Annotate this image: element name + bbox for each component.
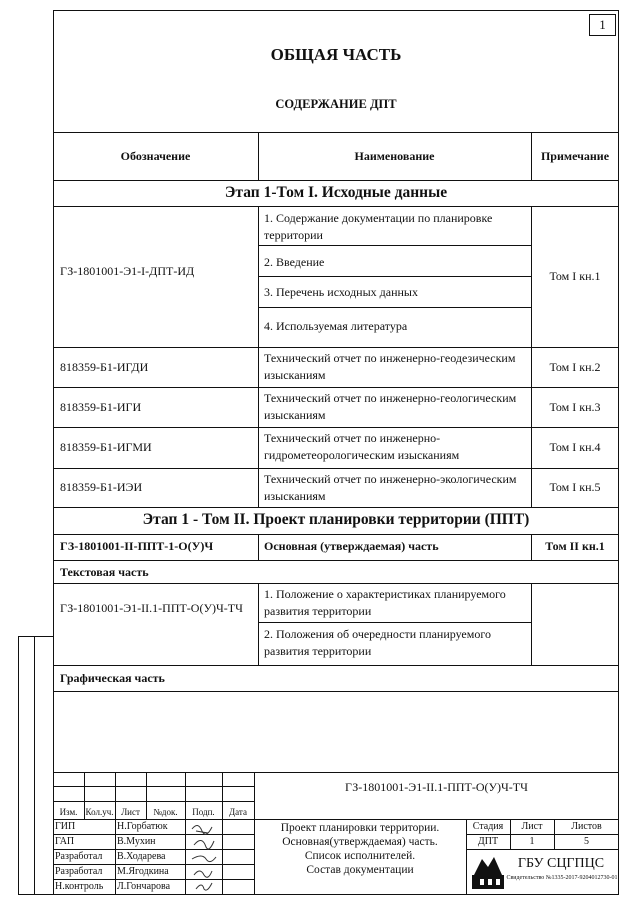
vol1-code: ГЗ-1801001-Э1-I-ДПТ-ИД — [60, 264, 195, 278]
vol1-note: Том I кн.1 — [549, 269, 601, 283]
person-name: М.Ягодкина — [117, 866, 169, 877]
vol1-item-1: 1. Содержание документации по планировке территории — [264, 211, 493, 242]
person-name: Н.Горбатюк — [117, 821, 168, 832]
report-name: Технический отчет по инженерно-гидрометеорологическим изысканиям — [264, 431, 460, 462]
col-label: Изм. — [59, 807, 78, 817]
sheets-label: Листов — [571, 821, 602, 832]
description-line: Основная(утверждаемая) часть. — [282, 836, 438, 848]
description-line: Список исполнителей. — [304, 850, 416, 862]
person-role: Разработал — [55, 866, 103, 877]
person-name: В.Ходарева — [117, 851, 166, 862]
vol2-main-note: Том II кн.1 — [545, 539, 605, 553]
report-code: 818359-Б1-ИГМИ — [60, 440, 152, 454]
person-role: Н.контроль — [55, 881, 104, 892]
report-name: Технический отчет по инженерно-экологическим изысканиям — [264, 472, 517, 503]
report-note: Том I кн.4 — [549, 440, 601, 454]
vol1-item-2: 2. Введение — [264, 255, 325, 269]
description-line: Состав документации — [306, 864, 414, 876]
col-label: Подп. — [192, 807, 215, 817]
person-role: ГАП — [55, 836, 75, 847]
org-name: ГБУ СЦГПЦС — [517, 856, 605, 871]
vol1-item-4: 4. Используемая литература — [264, 319, 408, 333]
stage-value: ДПТ — [477, 836, 499, 847]
header-name: Наименование — [354, 149, 435, 163]
sheet-label: Лист — [521, 821, 543, 832]
col-label: №док. — [153, 807, 178, 817]
person-name: Л.Гончарова — [117, 881, 171, 892]
binding-strip — [18, 636, 54, 895]
header-note: Примечание — [540, 149, 610, 163]
section-heading-vol1: Этап 1-Том I. Исходные данные — [224, 184, 448, 201]
header-designation: Обозначение — [120, 149, 191, 163]
page-title: ОБЩАЯ ЧАСТЬ — [270, 45, 402, 64]
stage-label: Стадия — [472, 821, 504, 832]
vol1-item-3: 3. Перечень исходных данных — [264, 285, 418, 299]
signature-scribbles — [186, 819, 222, 895]
report-note: Том I кн.5 — [549, 480, 601, 494]
org-certificate: Свидетельство №1335-2017-9204012730-01 — [506, 875, 618, 881]
vol2-text-item-2: 2. Положения об очередности планируемого развития территории — [264, 627, 491, 658]
col-label: Дата — [229, 807, 247, 817]
org-logo-icon — [470, 853, 506, 891]
col-label: Кол.уч. — [85, 807, 114, 817]
report-note: Том I кн.3 — [549, 400, 601, 414]
report-code: 818359-Б1-ИЭИ — [60, 480, 143, 494]
signature — [192, 825, 212, 834]
signature — [194, 840, 214, 849]
graphic-part-label: Графическая часть — [60, 671, 165, 685]
report-code: 818359-Б1-ИГИ — [60, 400, 142, 414]
vol2-main-code: ГЗ-1801001-II-ППТ-1-О(У)Ч — [60, 539, 214, 553]
sheet-value: 1 — [529, 836, 535, 847]
col-label: Лист — [121, 807, 140, 817]
report-name: Технический отчет по инженерно-геологическим изысканиям — [264, 391, 517, 422]
vol2-text-item-1: 1. Положение о характеристиках планируемого развития территории — [264, 587, 506, 618]
report-note: Том I кн.2 — [549, 360, 601, 374]
title-block-description — [254, 821, 466, 877]
person-role: ГИП — [55, 821, 76, 832]
vol2-text-code: ГЗ-1801001-Э1-II.1-ППТ-О(У)Ч-ТЧ — [60, 601, 243, 615]
page-subtitle: СОДЕРЖАНИЕ ДПТ — [275, 97, 397, 111]
page-number: 1 — [599, 17, 606, 32]
signature — [192, 856, 216, 862]
report-code: 818359-Б1-ИГДИ — [60, 360, 149, 374]
person-name: В.Мухин — [117, 836, 156, 847]
person-role: Разработал — [55, 851, 103, 862]
text-part-label: Текстовая часть — [60, 565, 149, 579]
title-block-doc-code: ГЗ-1801001-Э1-II.1-ППТ-О(У)Ч-ТЧ — [345, 780, 528, 794]
description-line: Проект планировки территории. — [280, 822, 440, 834]
vol2-main-name: Основная (утверждаемая) часть — [264, 539, 439, 553]
signature — [196, 883, 212, 890]
signature — [194, 871, 212, 877]
section-heading-vol2: Этап 1 - Том II. Проект планировки территории (ППТ) — [142, 511, 530, 528]
sheets-value: 5 — [584, 836, 589, 847]
page-number-box — [589, 14, 616, 36]
report-name: Технический отчет по инженерно-геодезическим изысканиям — [264, 351, 516, 382]
